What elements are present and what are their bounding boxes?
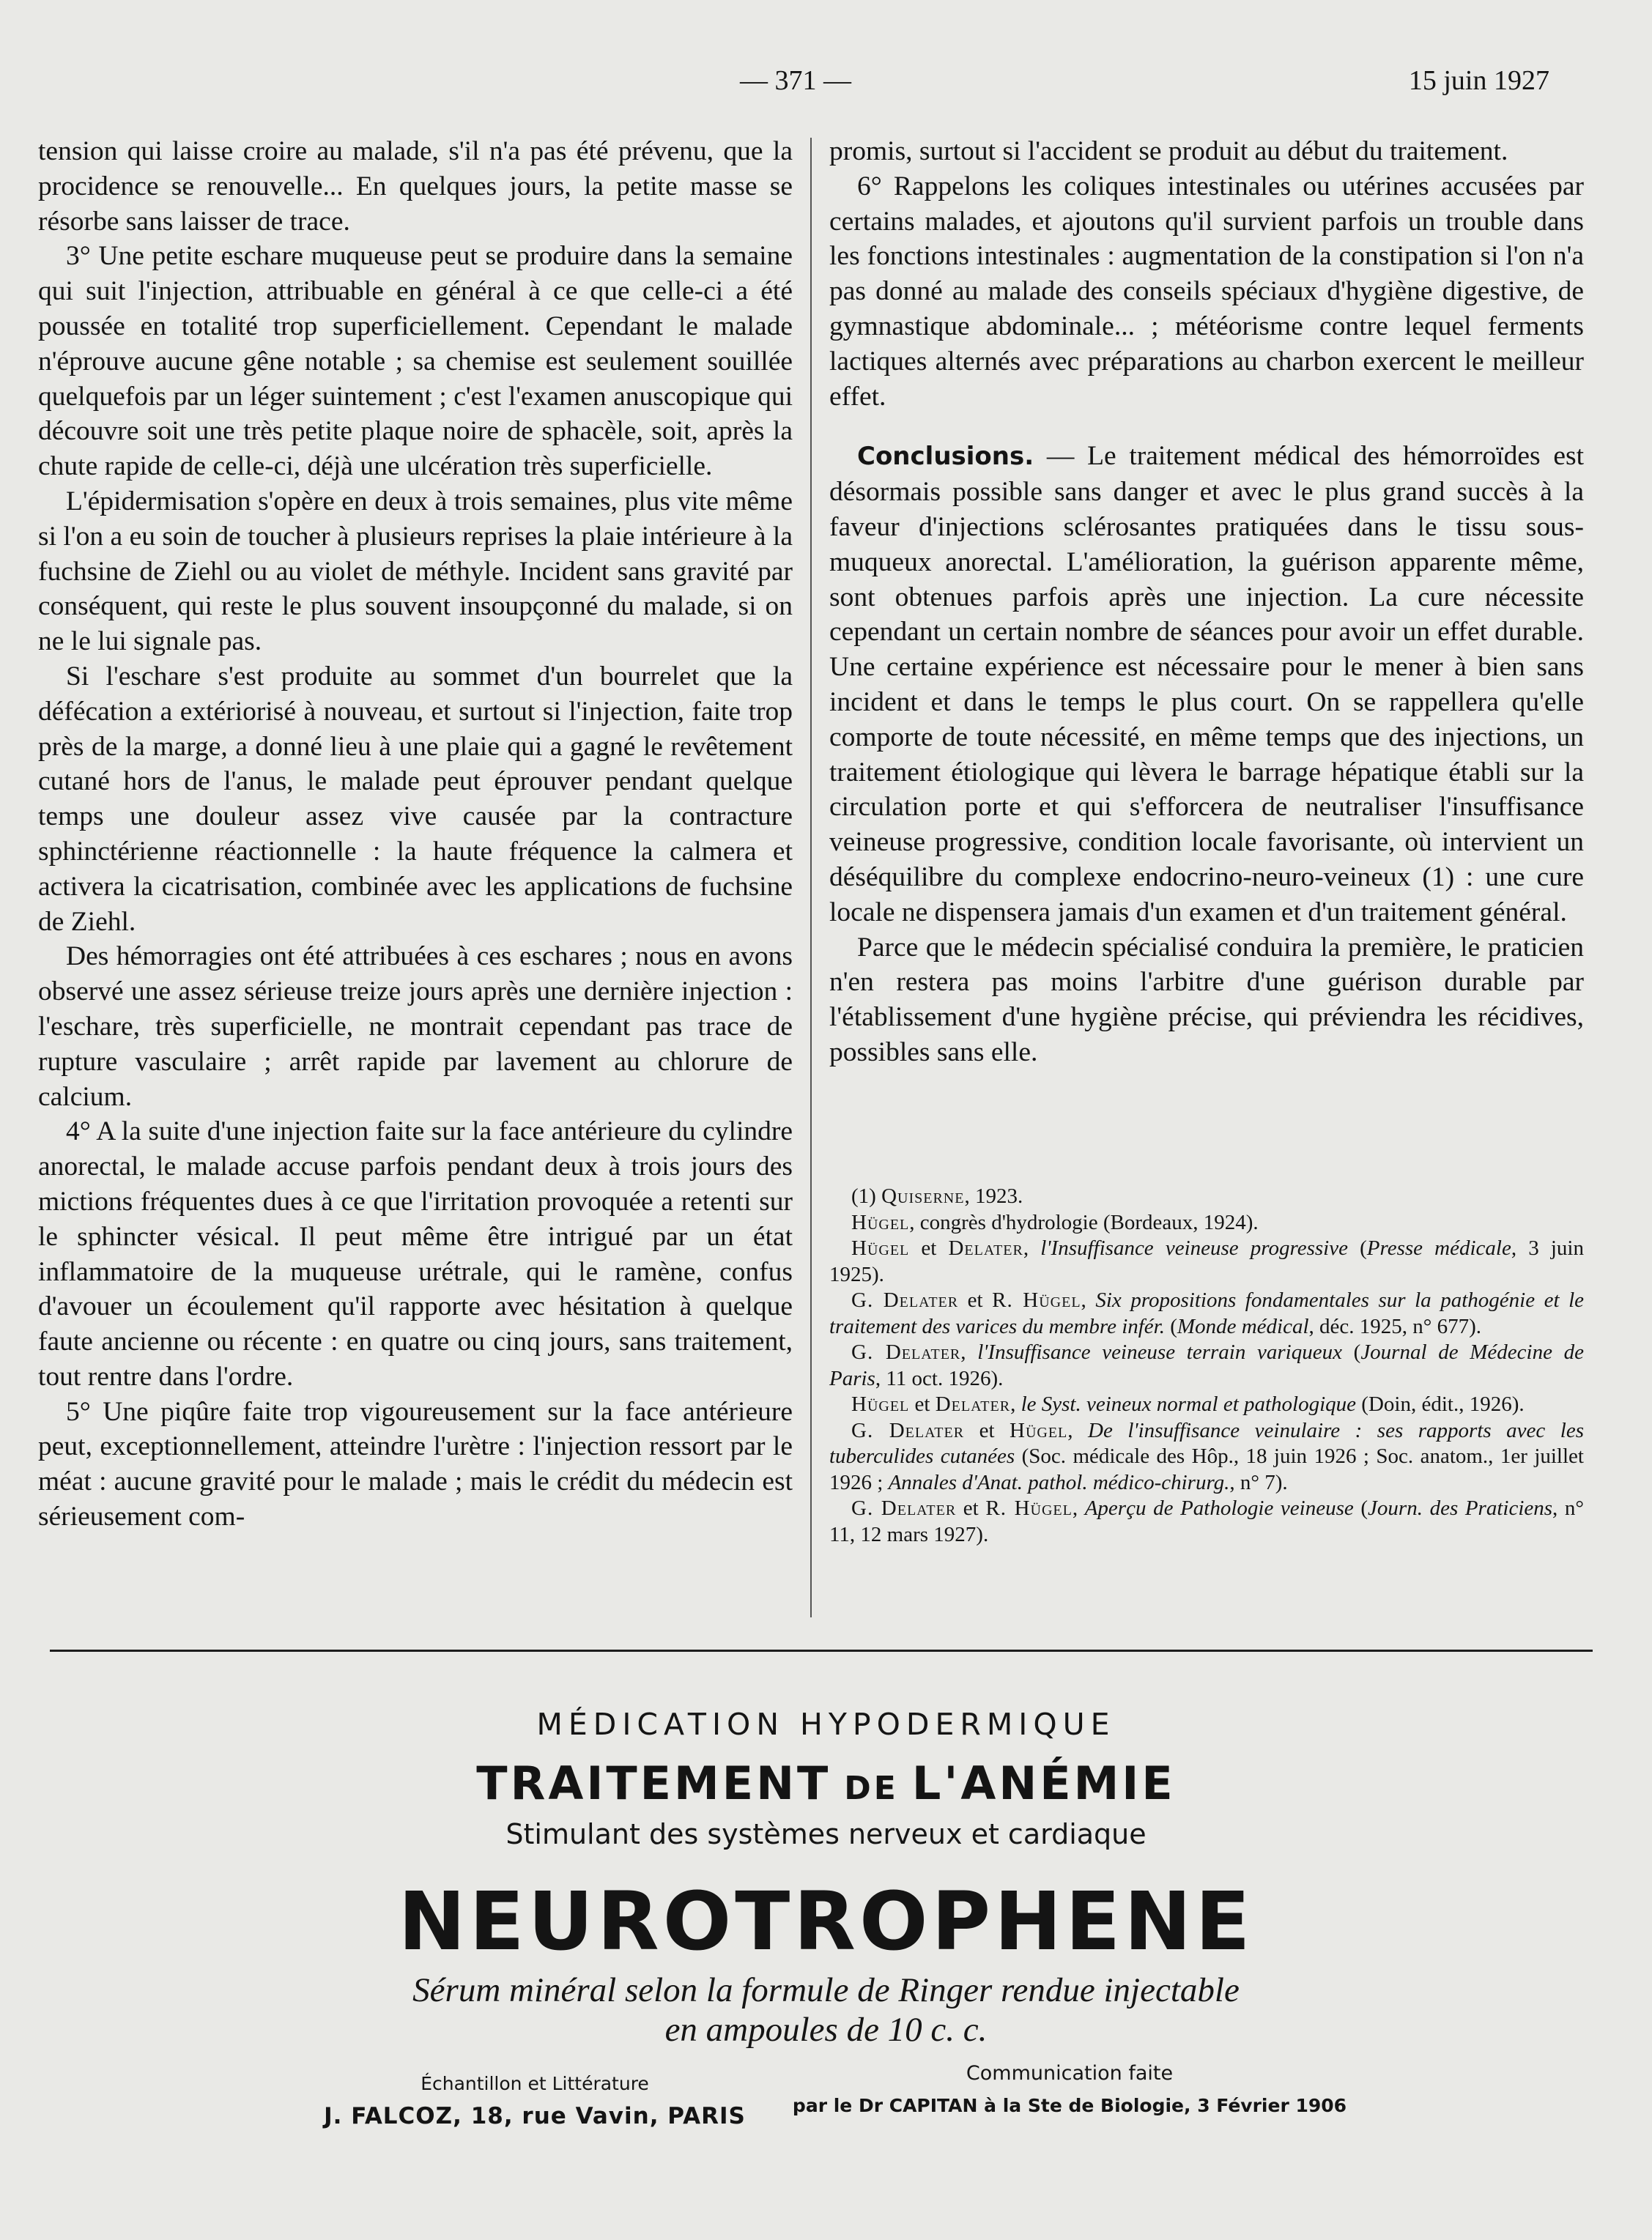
- conclusions-paragraph: [829, 439, 1584, 930]
- ad-kicker: MÉDICATION HYPODERMIQUE: [536, 1707, 1116, 1742]
- paragraph: 5° Une piqûre faite trop vigoureusement sur la face antérieure peut, exceptionnellement, atteindre l'urètre : l'injection ressort par le méat : aucune gravité pour le malade ; mais le crédit du médecin est sérieusement com-: [38, 1396, 793, 1532]
- ad-title: TRAITEMENT DE L'ANÉMIE: [476, 1757, 1176, 1810]
- footnote: Hügel et Delater, le Syst. veineux normal et pathologique (Doin, édit., 1926).: [851, 1392, 1525, 1416]
- paragraph: promis, surtout si l'accident se produit au début du traitement.: [829, 136, 1508, 166]
- paragraph: 3° Une petite eschare muqueuse peut se produire dans la semaine qui suit l'injection, attribuable en général à ce que celle-ci a été poussée en totalité trop superficiellement. Cependant le malade n'éprouve aucune gêne notable ; sa chemise est seulement souillée quelquefois par un léger suintement ; c'est l'examen anuscopique qui découvre soit une très petite plaque noire de sphacèle, soit, après la chute rapide de celle-ci, déjà une ulcération très superficielle.: [38, 241, 793, 482]
- page-number: — 371 —: [740, 65, 851, 96]
- page-header: [0, 64, 1652, 108]
- footnote: G. Delater et R. Hügel, Six propositions fondamentales sur la pathogénie et le traitement des varices du membre infér. (Monde médical, déc. 1925, n° 677).: [829, 1288, 1585, 1338]
- ad-supplier: Échantillon et Littérature J. FALCOZ, 18, rue Vavin, PARIS: [324, 2073, 746, 2129]
- paragraph: Parce que le médecin spécialisé conduira la première, le praticien n'en restera pas moins l'arbitre d'une guérison durable par l'établissement d'une hygiène précise, qui préviendra les récidives, possibles sans elle.: [829, 932, 1584, 1067]
- horizontal-rule: [50, 1650, 1593, 1652]
- footnote: (1) Quiserne, 1923.: [851, 1184, 1023, 1208]
- paragraph: L'épidermisation s'opère en deux à trois semaines, plus vite même si l'on a eu soin de toucher à plusieurs reprises la plaie intérieure à la fuchsine de Ziehl ou au violet de méthyle. Incident sans gravité par conséquent, qui reste le plus souvent insoupçonné du malade, si on ne le lui signale pas.: [38, 486, 793, 657]
- conclusions-heading: Conclusions.: [857, 442, 1034, 472]
- footnote: Hügel et Delater, l'Insuffisance veineuse progressive (Presse médicale, 3 juin 1925).: [829, 1236, 1584, 1286]
- paragraph: 6° Rappelons les coliques intestinales ou utérines accusées par certains malades, et ajoutons qu'il survient parfois un trouble dans les fonctions intestinales : augmentation de la constipation si l'on n'a pas donné au malade des conseils spéciaux d'hygiène digestive, de gymnastique abdominale... ; météorisme contre lequel ferments lactiques alternés avec préparations au charbon exercent le meilleur effet.: [829, 171, 1584, 412]
- column-divider: [810, 138, 812, 1617]
- product-description: Sérum minéral selon la formule de Ringer rendue injectable: [412, 1971, 1240, 2009]
- product-format: en ampoules de 10 c. c.: [664, 2011, 988, 2049]
- right-column: [829, 134, 1584, 1070]
- ad-subtitle: Stimulant des systèmes nerveux et cardiaque: [505, 1818, 1147, 1850]
- paragraph: tension qui laisse croire au malade, s'il n'a pas été prévenu, que la procidence se renouvelle... En quelques jours, la petite masse se résorbe sans laisser de trace.: [38, 136, 793, 237]
- footnote: G. Delater et R. Hügel, Aperçu de Pathologie veineuse (Journ. des Praticiens, n° 11, 12 mars 1927).: [829, 1497, 1585, 1546]
- footnotes: [829, 1184, 1584, 1548]
- conclusions-text: — Le traitement médical des hémorroïdes est désormais possible sans danger et avec le plus grand succès à la faveur d'injections sclérosantes pratiquées dans le tissu sous-muqueux anorectal. L'amélioration, la guérison apparente même, sont obtenues parfois après une injection. La cure nécessite cependant un certain nombre de séances pour avoir un effet durable. Une certaine expérience est nécessaire pour le mener à bien sans incident et dans le temps le plus court. On se rappellera qu'elle comporte de toute nécessité, en même temps que des injections, un traitement étiologique qui lèvera le barrage hépatique établi sur la circulation porte et qui s'efforcera de neutraliser l'insuffisance veineuse progressive, condition locale favorisante, où intervient un déséquilibre du complexe endocrino-neuro-veineux (1) : une cure locale ne dispensera jamais d'un examen et d'un traitement général.: [829, 441, 1584, 927]
- footnote: G. Delater, l'Insuffisance veineuse terrain variqueux (Journal de Médecine de Paris, 11 oct. 1926).: [829, 1340, 1584, 1390]
- paragraph: Des hémorragies ont été attribuées à ces eschares ; nous en avons observé une assez sérieuse treize jours après une dernière injection : l'eschare, très superficielle, ne montrait cependant pas trace de rupture vasculaire ; arrêt rapide par lavement au chlorure de calcium.: [38, 941, 793, 1112]
- left-column: [38, 134, 793, 1535]
- paragraph: Si l'eschare s'est produite au sommet d'un bourrelet que la défécation a extériorisé à nouveau, et surtout si l'injection, faite trop près de la marge, a donné lieu à une plaie qui a gagné le revêtement cutané hors de l'anus, le malade peut éprouver pendant quelque temps une douleur assez vive causée par la contracture sphinctérienne réactionnelle : la haute fréquence la calmera et activera la cicatrisation, combinée avec les applications de fuchsine de Ziehl.: [38, 661, 793, 937]
- product-name: NEUROTROPHENE: [398, 1874, 1254, 1968]
- footnote: G. Delater et Hügel, De l'insuffisance veinulaire : ses rapports avec les tuberculides cutanées (Soc. médicale des Hôp., 18 juin 1926 ; Soc. anatom., 1er juillet 1926 ; Annales d'Anat. pathol. médico-chirurg., n° 7).: [829, 1418, 1584, 1494]
- ad-communication: Communication faite par le Dr CAPITAN à la Ste de Biologie, 3 Février 1906: [792, 2062, 1347, 2116]
- footnote: Hügel, congrès d'hydrologie (Bordeaux, 1924).: [851, 1210, 1259, 1234]
- issue-date: 15 juin 1927: [1408, 65, 1549, 96]
- paragraph: 4° A la suite d'une injection faite sur la face antérieure du cylindre anorectal, le malade accuse parfois pendant deux à trois jours des mictions fréquentes dues à ce que l'irritation provoquée a retenti sur le sphincter vésical. Il peut même être intrigué par un état inflammatoire de la muqueuse urétrale, qui le ramène, confus d'avouer un écoulement qu'il rapporte avec hésitation à quelque faute ancienne ou récente : en quatre ou cinq jours, sans traitement, tout rentre dans l'ordre.: [38, 1116, 793, 1392]
